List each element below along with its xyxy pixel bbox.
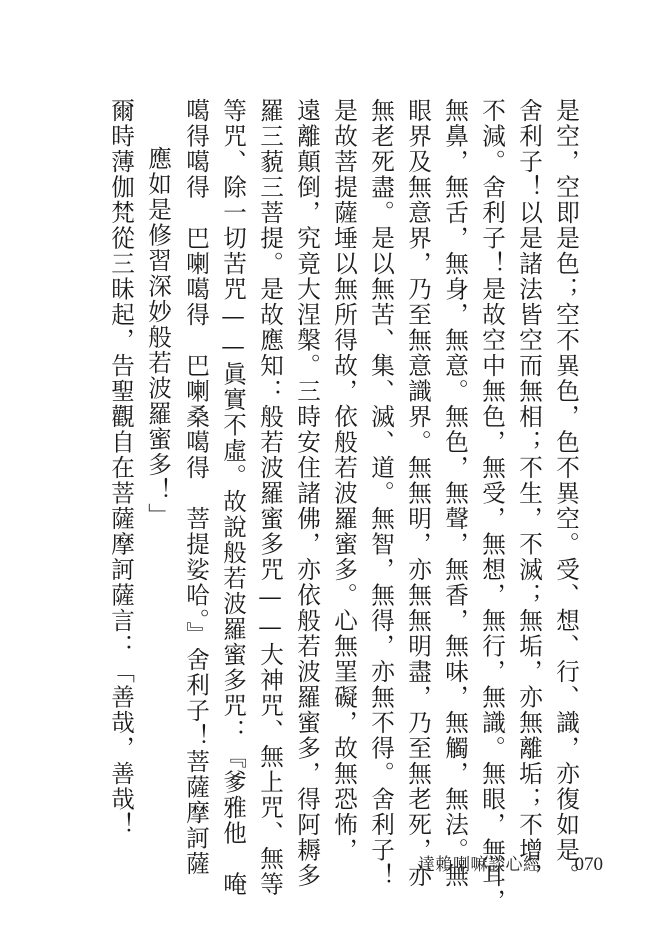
text-column-1: 是空，空即是色；空不異色，色不異空。受、想、行、識，亦復如是。 [552, 98, 580, 889]
text-column-9: 羅三藐三菩提。是故應知：般若波羅蜜多咒——大神咒、無上咒、無等 [256, 98, 284, 898]
text-column-10: 等咒、除一切苦咒——眞實不虛。故說般若波羅蜜多咒：『爹雅他 唵 [219, 98, 247, 898]
text-column-8: 遠離顛倒，究竟大涅槃。三時安住諸佛，亦依般若波羅蜜多，得阿耨多 [293, 98, 321, 889]
text-column-11: 噶得噶得 巴喇噶得 巴喇桑噶得 菩提娑哈。』舍利子！菩薩摩訶薩 [182, 98, 210, 877]
page-number: 070 [574, 854, 603, 875]
running-book-title: 達賴喇嘛談心經 [418, 855, 541, 875]
text-column-6: 無老死盡。是以無苦、集、滅、道。無智，無得，亦無不得。舍利子！ [367, 98, 395, 889]
text-column-2: 舍利子！以是諸法皆空而無相；不生，不滅；無垢，亦無離垢；不增， [515, 98, 543, 889]
page-footer [418, 852, 603, 878]
text-column-4: 無鼻，無舌，無身，無意。無色，無聲，無香，無味，無觸，無法。無 [441, 98, 469, 889]
text-column-7: 是故菩提薩埵以無所得故，依般若波羅蜜多。心無罣礙，故無恐怖， [330, 98, 358, 863]
text-column-12: 應如是修習深妙般若波羅蜜多！」 [144, 146, 172, 529]
text-column-3: 不減。舍利子！是故空中無色，無受，無想，無行，無識。無眼，無耳， [478, 98, 506, 914]
text-column-5: 眼界及無意界，乃至無意識界。無無明，亦無無明盡，乃至無老死，亦 [404, 98, 432, 889]
text-column-13: 爾時薄伽梵從三昧起，告聖觀自在菩薩摩訶薩言：「善哉，善哉！ [107, 98, 135, 838]
